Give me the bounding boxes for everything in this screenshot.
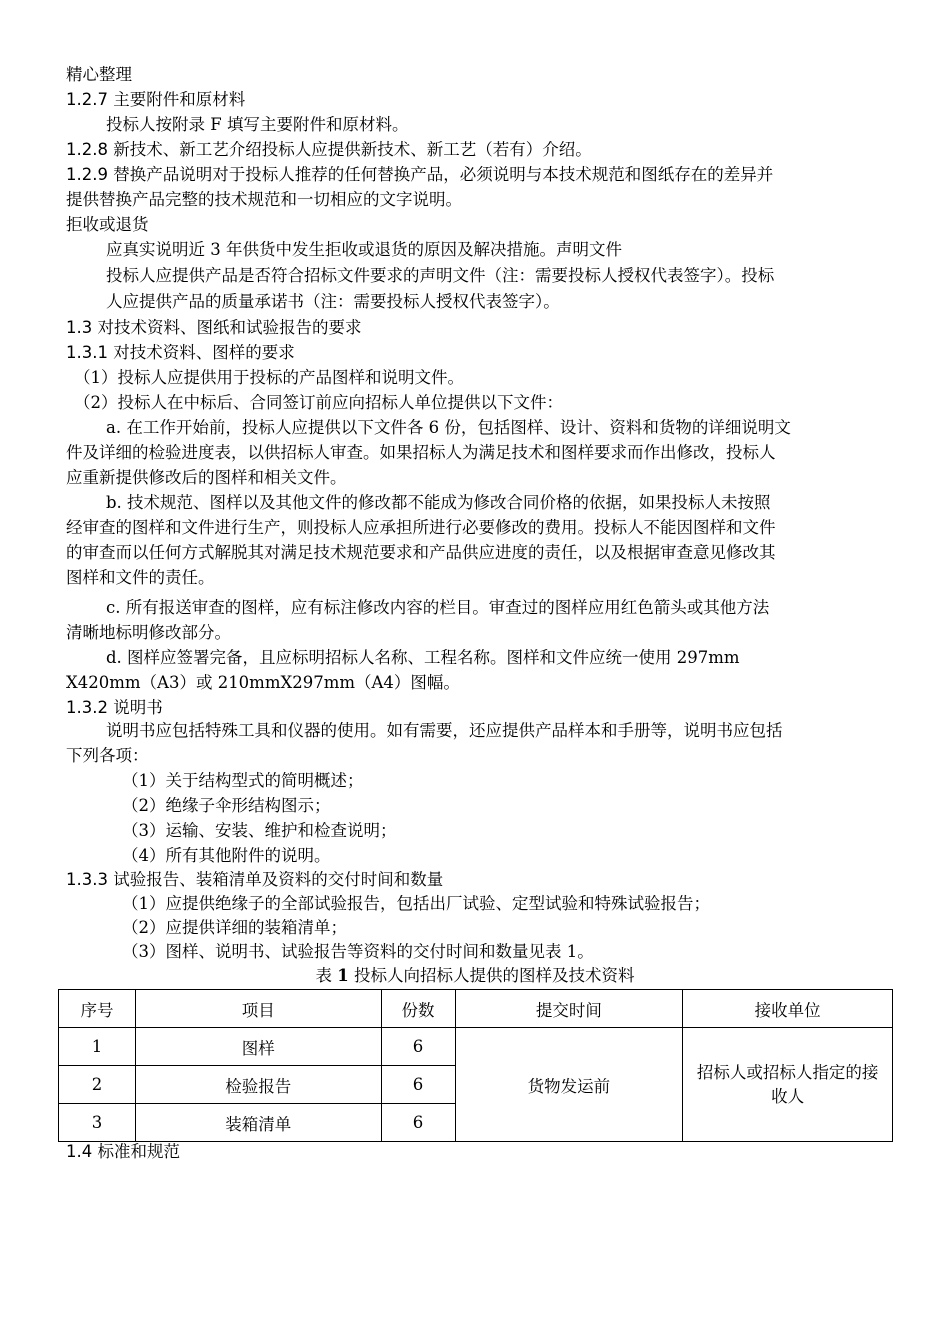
section-number: 1.3.3 [66,870,108,889]
section-title: 新技术、新工艺介绍投标人应提供新技术、新工艺（若有）介绍。 [113,140,592,159]
caption-number: 1 [337,966,349,985]
section-number: 1.3.1 [66,343,108,362]
heading-1-2-7 [66,88,245,112]
cell-copies: 6 [381,1104,455,1142]
deliverables-table [58,989,893,1142]
section-title: 替换产品说明对于投标人推荐的任何替换产品，必须说明与本技术规范和图纸存在的差异并 [113,165,774,184]
paragraph: 下列各项： [66,746,149,765]
cell-copies: 6 [381,1066,455,1104]
heading-1-3 [66,316,362,340]
section-number: 1.3.2 [66,698,108,717]
paragraph: 清晰地标明修改部分。 [66,623,231,642]
header-cell: 接收单位 [683,990,893,1028]
list-item: （1）关于结构型式的简明概述； [122,771,364,790]
section-title: 对技术资料、图样的要求 [113,343,295,362]
paragraph: 提供替换产品完整的技术规范和一切相应的文字说明。 [66,190,462,209]
section-number: 1.2.9 [66,165,108,184]
list-item: （3）图样、说明书、试验报告等资料的交付时间和数量见表 1。 [122,942,594,961]
list-item: （1）应提供绝缘子的全部试验报告，包括出厂试验、定型试验和特殊试验报告； [122,894,710,913]
header-cell: 序号 [59,990,136,1028]
paragraph: 投标人应提供产品是否符合招标文件要求的声明文件（注：需要投标人授权代表签字）。投标 [106,266,775,285]
cell-item: 装箱清单 [135,1104,381,1142]
section-title: 说明书 [113,698,163,717]
cell-submit-time: 货物发运前 [455,1028,683,1142]
watermark-header: 精心整理 [66,65,132,84]
cell-item: 检验报告 [135,1066,381,1104]
table-header-row [59,990,893,1028]
section-title: 标准和规范 [97,1142,180,1161]
list-item: （2）绝缘子伞形结构图示； [122,796,331,815]
section-title: 对技术资料、图纸和试验报告的要求 [97,318,362,337]
heading-1-3-2 [66,696,163,720]
cell-no: 1 [59,1028,136,1066]
list-item: （2）应提供详细的装箱清单； [122,918,347,937]
paragraph: b. 技术规范、图样以及其他文件的修改都不能成为修改合同价格的依据，如果投标人未按照 [106,493,771,512]
paragraph: 件及详细的检验进度表，以供招标人审查。如果招标人为满足技术和图样要求而作出修改，投标人 [66,443,776,462]
section-title: 拒收或退货 [66,215,149,234]
heading-1-4 [66,1140,180,1164]
cell-no: 2 [59,1066,136,1104]
table-caption [0,964,950,988]
cell-receiver: 招标人或招标人指定的接收人 [683,1028,893,1142]
cell-no: 3 [59,1104,136,1142]
section-number: 1.3 [66,318,93,337]
list-item: （3）运输、安装、维护和检查说明； [122,821,397,840]
caption-prefix: 表 [315,966,332,985]
paragraph: 投标人按附录 F 填写主要附件和原材料。 [106,115,409,134]
caption-text: 投标人向招标人提供的图样及技术资料 [353,966,635,985]
paragraph: 应重新提供修改后的图样和相关文件。 [66,468,347,487]
header-cell: 份数 [381,990,455,1028]
paragraph: 经审查的图样和文件进行生产，则投标人应承担所进行必要修改的费用。投标人不能因图样和文件 [66,518,776,537]
paragraph: 图样和文件的责任。 [66,568,215,587]
paragraph: a. 在工作开始前，投标人应提供以下文件各 6 份，包括图样、设计、资料和货物的详细说明文 [106,418,791,437]
table-row [59,1028,893,1066]
cell-copies: 6 [381,1028,455,1066]
section-number: 1.2.7 [66,90,108,109]
paragraph: d. 图样应签署完备，且应标明招标人名称、工程名称。图样和文件应统一使用 297mm [106,648,740,667]
list-item: （4）所有其他附件的说明。 [122,846,331,865]
list-item: （1）投标人应提供用于投标的产品图样和说明文件。 [74,368,464,387]
cell-item: 图样 [135,1028,381,1066]
heading-1-3-3 [66,868,443,892]
paragraph: 人应提供产品的质量承诺书（注：需要投标人授权代表签字）。 [106,292,560,311]
paragraph: 的审查而以任何方式解脱其对满足技术规范要求和产品供应进度的责任，以及根据审查意见修改其 [66,543,776,562]
section-title: 试验报告、装箱清单及资料的交付时间和数量 [113,870,444,889]
section-number: 1.2.8 [66,140,108,159]
paragraph: 应真实说明近 3 年供货中发生拒收或退货的原因及解决措施。声明文件 [106,240,622,259]
heading-1-3-1 [66,341,295,365]
paragraph: 说明书应包括特殊工具和仪器的使用。如有需要，还应提供产品样本和手册等，说明书应包括 [106,721,783,740]
paragraph: X420mm（A3）或 210mmX297mm（A4）图幅。 [66,673,460,692]
heading-1-2-8 [66,138,592,162]
section-number: 1.4 [66,1142,93,1161]
header-cell: 项目 [135,990,381,1028]
section-title: 主要附件和原材料 [113,90,246,109]
heading-1-2-9 [66,163,773,187]
paragraph: c. 所有报送审查的图样，应有标注修改内容的栏目。审查过的图样应用红色箭头或其他方法 [106,598,770,617]
header-cell: 提交时间 [455,990,683,1028]
list-item: （2）投标人在中标后、合同签订前应向招标人单位提供以下文件： [74,393,563,412]
